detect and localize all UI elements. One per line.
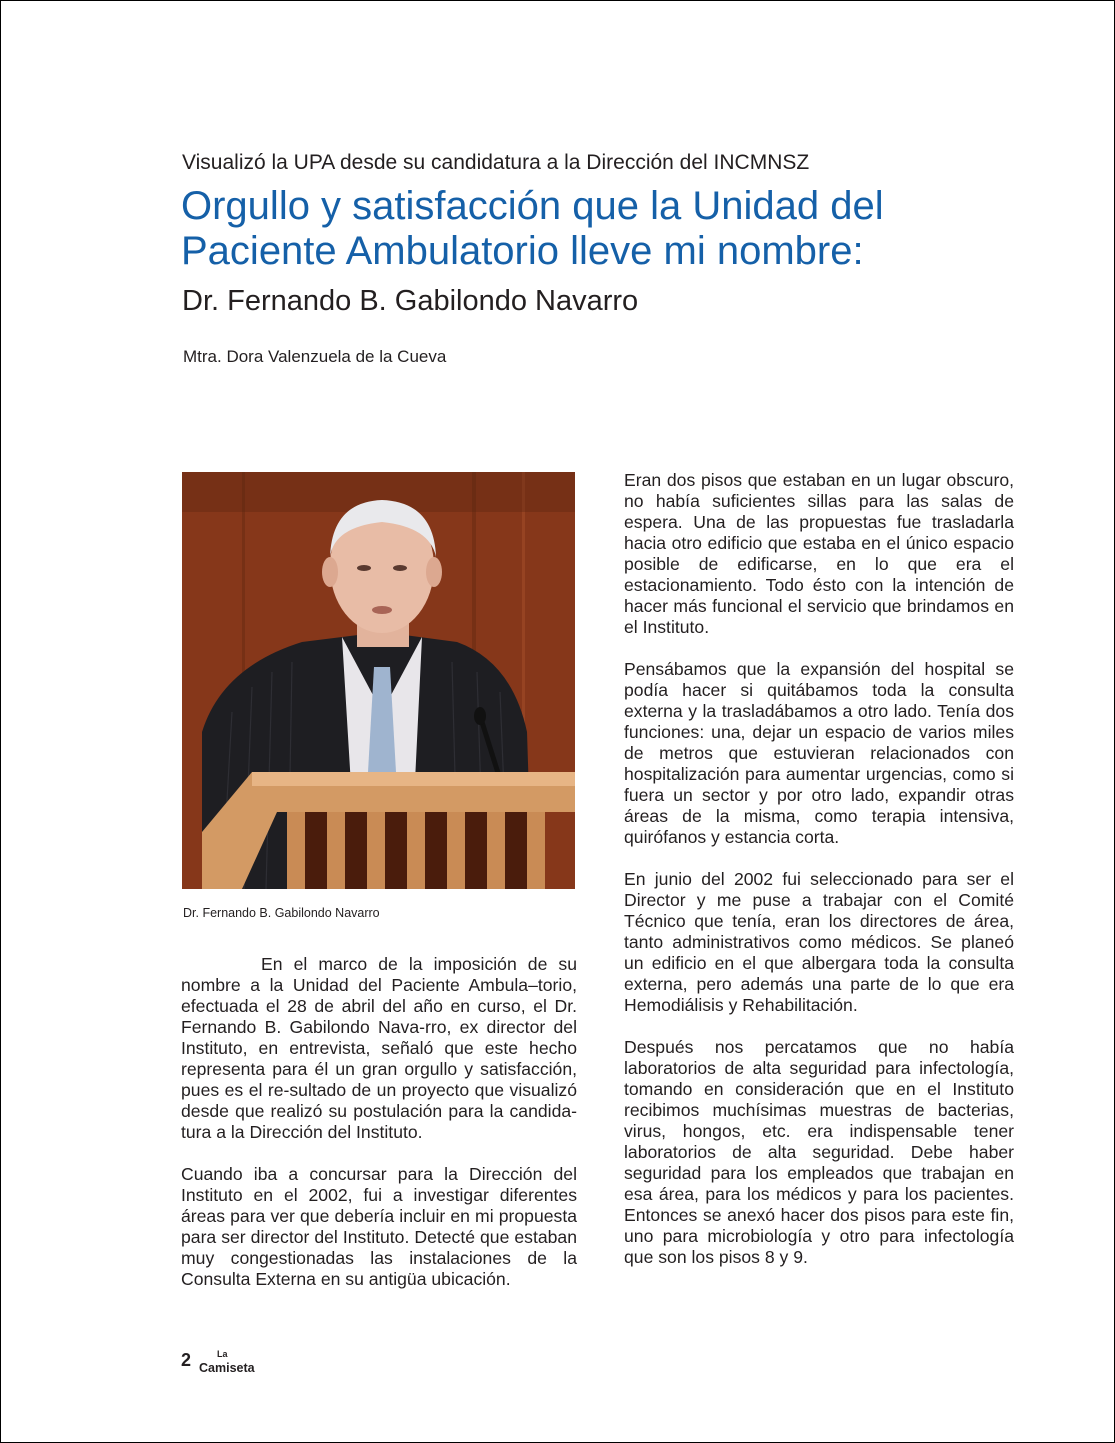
paragraph: En junio del 2002 fui seleccionado para ser el Director y me puse a trabajar con el Comité Técnico que tenía, eran los directores de área, tanto administrativos como médicos. Se planeó un edificio en el que albergara toda la consulta externa, pero además una parte de lo que era Hemodiálisis y Rehabilitación.	[624, 869, 1014, 1015]
logo-la: La	[217, 1349, 228, 1359]
photo-caption: Dr. Fernando B. Gabilondo Navarro	[183, 906, 380, 920]
article-subhead: Dr. Fernando B. Gabilondo Navarro	[182, 285, 639, 317]
article-author: Mtra. Dora Valenzuela de la Cueva	[183, 347, 447, 366]
paragraph: Eran dos pisos que estaban en un lugar obscuro, no había suficientes sillas para las salas de espera. Una de las propuestas fue trasladarla hacia otro edificio que estaba en el único espacio posible de edificarse, en lo que era el estacionamiento. Todo ésto con la intención de hacer más funcional el servicio que brindamos en el Instituto.	[624, 470, 1014, 637]
article-headline: Orgullo y satisfacción que la Unidad del Paciente Ambulatorio lleve mi nombre:	[181, 184, 884, 273]
portrait-photo	[182, 472, 575, 889]
right-column	[624, 470, 1014, 1289]
page-footer	[181, 1349, 255, 1374]
paragraph: Pensábamos que la expansión del hospital se podía hacer si quitábamos toda la consulta externa y la trasladábamos a otro lado. Tenía dos funciones: una, dejar un espacio de varios miles de metros que estuvieran relacionados con hospitalización para aumentar urgencias, como si fuera un sector y por otro lado, expandir otras áreas de la misma, como terapia intensiva, quirófanos y estancia corta.	[624, 659, 1014, 847]
paragraph: Cuando iba a concursar para la Dirección del Instituto en el 2002, fui a investigar diferentes áreas para ver que debería incluir en mi propuesta para ser director del Instituto. Detecté que estaban muy congestionadas las instalaciones de la Consulta Externa en su antigüa ubicación.	[181, 1164, 577, 1289]
page-number: 2	[181, 1350, 192, 1370]
magazine-logo	[199, 1349, 255, 1374]
article-kicker: Visualizó la UPA desde su candidatura a la Dirección del INCMNSZ	[182, 151, 810, 174]
logo-name: Camiseta	[199, 1361, 255, 1375]
left-column	[181, 954, 577, 1311]
paragraph: Después nos percatamos que no había laboratorios de alta seguridad para infectología, tomando en consideración que en el Instituto recibimos muchísimas muestras de bacterias, virus, hongos, etc. era indispensable tener laboratorios de alta seguridad. Debe haber seguridad para los empleados que trabajan en esa área, para los médicos y para los pacientes. Entonces se anexó hacer dos pisos para este fin, uno para microbiología y otro para infectología que son los pisos 8 y 9.	[624, 1037, 1014, 1267]
portrait-illustration	[182, 472, 575, 889]
paragraph: En el marco de la imposición de su nombre a la Unidad del Paciente Ambula–torio, efectuada el 28 de abril del año en curso, el Dr. Fernando B. Gabilondo Nava-rro, ex director del Instituto, en entrevista, señaló que este hecho representa para él un gran orgullo y satisfacción, pues es el re-sultado de un proyecto que visualizó desde que realizó su postulación para la candida-tura a la Dirección del Instituto.	[181, 954, 577, 1142]
